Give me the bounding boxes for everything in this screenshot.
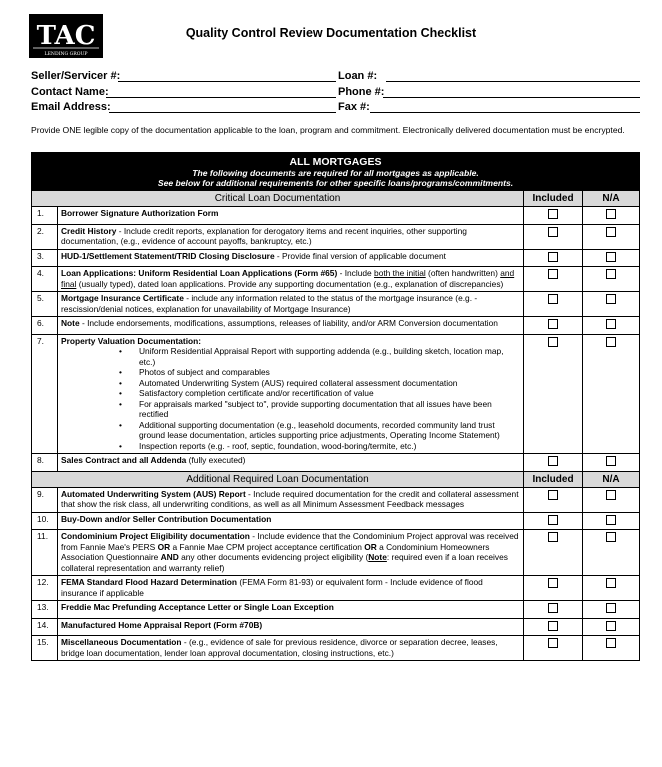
checklist-row — [32, 267, 640, 292]
logo-text: TAC — [36, 21, 96, 51]
bullet-item: • Additional supporting documentation (e.g., leasehold documents, recorded community land trust ground lease documentation, articles supporting price adjustments, Operating Income Statement) — [139, 420, 520, 441]
checklist-row — [32, 207, 640, 225]
item-number: 12. — [32, 576, 58, 601]
contact-name-label: Contact Name: — [31, 86, 109, 98]
included-checkbox[interactable] — [548, 515, 558, 525]
checklist-row — [32, 317, 640, 335]
item-text — [58, 334, 524, 454]
na-checkbox[interactable] — [606, 252, 616, 262]
item-number: 11. — [32, 530, 58, 576]
documentation-checklist-table — [31, 152, 640, 661]
item-text — [58, 224, 524, 249]
item-description: - Provide final version of applicable document — [274, 250, 446, 261]
item-title: HUD-1/Settlement Statement/TRID Closing Disclosure — [61, 250, 275, 261]
included-checkbox[interactable] — [548, 578, 558, 588]
included-checkbox[interactable] — [548, 456, 558, 466]
item-title: FEMA Standard Flood Hazard Determination — [61, 577, 238, 587]
included-checkbox[interactable] — [548, 209, 558, 219]
na-checkbox[interactable] — [606, 621, 616, 631]
page-title: Quality Control Review Documentation Checklist — [185, 26, 477, 40]
checklist-row — [32, 512, 640, 530]
na-checkbox[interactable] — [606, 337, 616, 347]
item-number: 6. — [32, 317, 58, 335]
logo-subtext: LENDING GROUP — [44, 52, 88, 57]
column-header-na: N/A — [583, 471, 640, 487]
na-checkbox[interactable] — [606, 227, 616, 237]
column-header-included: Included — [524, 191, 583, 207]
bullet-item: • For appraisals marked "subject to", provide supporting documentation that all issues have been rectified — [139, 399, 520, 420]
included-checkbox[interactable] — [548, 532, 558, 542]
na-checkbox[interactable] — [606, 603, 616, 613]
item-title: Freddie Mac Prefunding Acceptance Letter or Single Loan Exception — [61, 602, 334, 612]
na-checkbox[interactable] — [606, 319, 616, 329]
included-checkbox[interactable] — [548, 252, 558, 262]
seller-servicer-label: Seller/Servicer #: — [31, 70, 121, 82]
email-label: Email Address: — [31, 101, 111, 113]
na-checkbox[interactable] — [606, 532, 616, 542]
included-checkbox[interactable] — [548, 227, 558, 237]
included-checkbox[interactable] — [548, 621, 558, 631]
item-description: - Include credit reports, explanation for derogatory items and recent inquiries, other supporting documentation, (e.g., evidence of account payoffs, bankruptcy, etc.) — [61, 225, 467, 246]
section-header-additional — [32, 471, 640, 487]
checklist-row — [32, 454, 640, 472]
item-text — [58, 454, 524, 472]
included-checkbox[interactable] — [548, 490, 558, 500]
phone-field[interactable] — [383, 97, 640, 98]
checklist-row — [32, 636, 640, 661]
item-text — [58, 636, 524, 661]
item-text — [58, 512, 524, 530]
item-title: Mortgage Insurance Certificate — [61, 293, 184, 303]
fax-label: Fax #: — [338, 101, 370, 113]
included-checkbox[interactable] — [548, 603, 558, 613]
na-checkbox[interactable] — [606, 456, 616, 466]
checklist-row — [32, 530, 640, 576]
checklist-row — [32, 292, 640, 317]
na-checkbox[interactable] — [606, 209, 616, 219]
banner-title: ALL MORTGAGES — [289, 156, 382, 168]
section-header-critical — [32, 191, 640, 207]
item-title: Credit History — [61, 225, 117, 236]
item-description: - Include endorsements, modifications, assumptions, releases of liability, and/or ARM Conversion documentation — [79, 318, 498, 328]
section-title-additional: Additional Required Loan Documentation — [32, 471, 524, 487]
item-number: 1. — [32, 207, 58, 225]
item-number: 13. — [32, 601, 58, 619]
bullet-item: • Automated Underwriting System (AUS) required collateral assessment documentation — [139, 378, 520, 389]
item-text — [58, 292, 524, 317]
item-text — [58, 207, 524, 225]
item-text — [58, 487, 524, 512]
item-title: Property Valuation Documentation: — [61, 335, 202, 346]
item-text: Condominium Project Eligibility documentation - Include evidence that the Condominium Project approval was received from Fannie Mae's PERS OR a Fannie Mae CPM project acceptance certification OR a Condominium Homeowners Association Questionnaire AND any other documents evidencing project eligibility (Note: required even if a loan receives collateral representation and warranty relief) — [58, 530, 524, 576]
valuation-bullet-list — [61, 346, 520, 451]
item-text — [58, 317, 524, 335]
item-number: 8. — [32, 454, 58, 472]
checklist-row — [32, 224, 640, 249]
item-number: 9. — [32, 487, 58, 512]
item-title: Borrower Signature Authorization Form — [61, 208, 219, 218]
item-title: Note — [61, 318, 80, 328]
column-header-na: N/A — [583, 191, 640, 207]
item-text — [58, 601, 524, 619]
na-checkbox[interactable] — [606, 578, 616, 588]
section-title-critical: Critical Loan Documentation — [32, 191, 524, 207]
included-checkbox[interactable] — [548, 269, 558, 279]
na-checkbox[interactable] — [606, 638, 616, 648]
included-checkbox[interactable] — [548, 319, 558, 329]
item-text: Loan Applications: Uniform Residential Loan Applications (Form #65) - Include both the initial (often handwritten) and final (usually typed), dated loan applications. Provide any supporting documentation (e.g., explanation of discrepancies) — [58, 267, 524, 292]
checklist-row — [32, 618, 640, 636]
email-field[interactable] — [109, 112, 336, 113]
item-title: Manufactured Home Appraisal Report (Form #70B) — [61, 619, 263, 630]
banner-line-2: See below for additional requirements for other specific loans/programs/commitments. — [157, 178, 514, 188]
item-text — [58, 249, 524, 267]
contact-name-field[interactable] — [106, 97, 336, 98]
item-description: (FEMA Form 81-93) or equivalent form - Include evidence of flood insurance if applicable — [61, 577, 483, 598]
checklist-row — [32, 601, 640, 619]
checklist-row — [32, 334, 640, 454]
included-checkbox[interactable] — [548, 337, 558, 347]
loan-number-field[interactable] — [386, 81, 640, 82]
item-text — [58, 618, 524, 636]
na-checkbox[interactable] — [606, 269, 616, 279]
fax-field[interactable] — [370, 112, 640, 113]
all-mortgages-banner — [32, 153, 640, 191]
item-number: 4. — [32, 267, 58, 292]
na-checkbox[interactable] — [606, 515, 616, 525]
bullet-item: • Satisfactory completion certificate and/or recertification of value — [139, 388, 520, 399]
item-title: Buy-Down and/or Seller Contribution Documentation — [61, 513, 272, 524]
item-number: 14. — [32, 618, 58, 636]
item-number: 10. — [32, 512, 58, 530]
na-checkbox[interactable] — [606, 294, 616, 304]
item-title: Sales Contract and all Addenda — [61, 455, 187, 465]
item-text — [58, 576, 524, 601]
item-number: 7. — [32, 334, 58, 454]
item-description: - include any information related to the status of the mortgage insurance (e.g. - rescission/denial notices, explanation for unavailability of Mortgage Insurance) — [61, 293, 478, 314]
checklist-row — [32, 487, 640, 512]
bullet-item: • Inspection reports (e.g. - roof, septic, foundation, wood-boring/termite, etc.) — [139, 441, 520, 452]
item-title: Miscellaneous Documentation — [61, 637, 182, 647]
item-title: Loan Applications: Uniform Residential Loan Applications (Form #65) — [61, 268, 338, 278]
loan-number-label: Loan #: — [338, 70, 378, 82]
bullet-item: • Photos of subject and comparables — [139, 367, 520, 378]
seller-servicer-field[interactable] — [118, 81, 336, 82]
included-checkbox[interactable] — [548, 638, 558, 648]
item-number: 3. — [32, 249, 58, 267]
item-description: - Include required documentation for the credit and collateral assessment that show the risk class, all underwriting conditions, as well as all Minimum Assessment Feedback messages — [61, 488, 519, 509]
item-number: 15. — [32, 636, 58, 661]
included-checkbox[interactable] — [548, 294, 558, 304]
item-title: Condominium Project Eligibility documentation — [61, 531, 250, 541]
phone-label: Phone #: — [338, 86, 385, 98]
banner-line-1: The following documents are required for all mortgages as applicable. — [192, 168, 479, 178]
checklist-row — [32, 576, 640, 601]
na-checkbox[interactable] — [606, 490, 616, 500]
column-header-included: Included — [524, 471, 583, 487]
intro-text: Provide ONE legible copy of the documentation applicable to the loan, program and commitment. Electronically delivered documentation must be encrypted. — [31, 125, 625, 135]
item-number: 2. — [32, 224, 58, 249]
item-description: - (e.g., evidence of sale for previous residence, divorce or separation decree, leases, bridge loan documentation, lender loan approval documentation, closing instructions, etc.) — [61, 637, 498, 658]
item-title: Automated Underwriting System (AUS) Report — [61, 488, 246, 499]
item-description: (fully executed) — [186, 455, 246, 465]
checklist-row — [32, 249, 640, 267]
bullet-item: • Uniform Residential Appraisal Report with supporting addenda (e.g., building sketch, location map, etc.) — [139, 346, 520, 367]
item-number: 5. — [32, 292, 58, 317]
